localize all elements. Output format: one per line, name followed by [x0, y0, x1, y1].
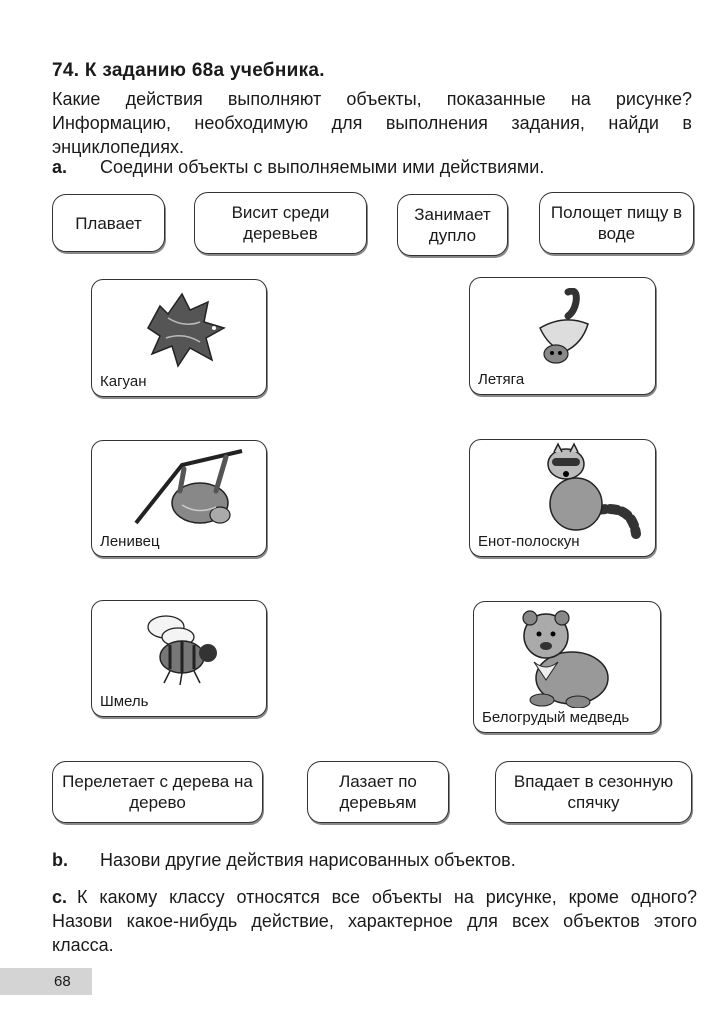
action-box-rinses-food[interactable] — [539, 192, 694, 254]
task-c-letter: c. — [52, 887, 68, 907]
action-box-glides-tree-to-tree[interactable] — [52, 761, 263, 823]
colugo-icon — [138, 288, 228, 370]
task-c-text: К какому классу относятся все объекты на рисунке, кроме одного? Назови какое-нибудь действие, характерное для всех объектов этого класса. — [52, 887, 697, 955]
animal-label: Летяга — [478, 371, 525, 388]
task-c — [52, 885, 697, 957]
bear-icon — [516, 606, 616, 708]
animal-card-flying-squirrel[interactable] — [469, 277, 656, 395]
exercise-intro: Какие действия выполняют объекты, показанные на рисунке? Информацию, необходимую для выполнения задания, найди в энциклопедиях. — [52, 89, 692, 157]
raccoon-icon — [536, 442, 646, 540]
task-a-letter: a. — [52, 157, 68, 177]
page-number: 68 — [0, 968, 92, 995]
bumblebee-icon — [144, 611, 224, 687]
task-b-letter: b. — [52, 850, 68, 870]
action-box-hibernates[interactable] — [495, 761, 692, 823]
animal-card-raccoon[interactable] — [469, 439, 656, 557]
task-a — [52, 155, 697, 179]
animal-label: Белогрудый медведь — [482, 709, 630, 726]
action-label: Висит среди деревьев — [231, 203, 330, 243]
action-box-climbs-trees[interactable] — [307, 761, 449, 823]
task-a-text: Соедини объекты с выполняемыми ими действиями. — [100, 157, 545, 177]
action-box-swims[interactable] — [52, 194, 165, 252]
action-label: Полощет пищу в воде — [550, 203, 683, 243]
action-box-occupies-hollow[interactable] — [397, 194, 508, 256]
exercise-title: 74. К заданию 68а учебника. — [52, 60, 325, 81]
animal-card-bumblebee[interactable] — [91, 600, 267, 717]
sloth-icon — [132, 445, 252, 535]
animal-label: Шмель — [100, 693, 149, 710]
animal-card-bear[interactable] — [473, 601, 661, 733]
action-label: Впадает в сезонную спячку — [513, 772, 674, 812]
action-box-hangs-in-trees[interactable] — [194, 192, 367, 254]
animal-label: Ленивец — [100, 533, 160, 550]
action-label: Перелетает с дерева на дерево — [62, 772, 253, 812]
action-label: Плавает — [75, 213, 142, 233]
animal-card-colugo[interactable] — [91, 279, 267, 397]
task-b-text: Назови другие действия нарисованных объектов. — [100, 850, 516, 870]
action-label: Занимает дупло — [414, 205, 491, 245]
animal-label: Кагуан — [100, 373, 147, 390]
animal-card-sloth[interactable] — [91, 440, 267, 557]
animal-label: Енот-полоскун — [478, 533, 580, 550]
task-b — [52, 848, 697, 872]
flying-squirrel-icon — [528, 288, 598, 368]
action-label: Лазает по деревьям — [339, 772, 417, 812]
